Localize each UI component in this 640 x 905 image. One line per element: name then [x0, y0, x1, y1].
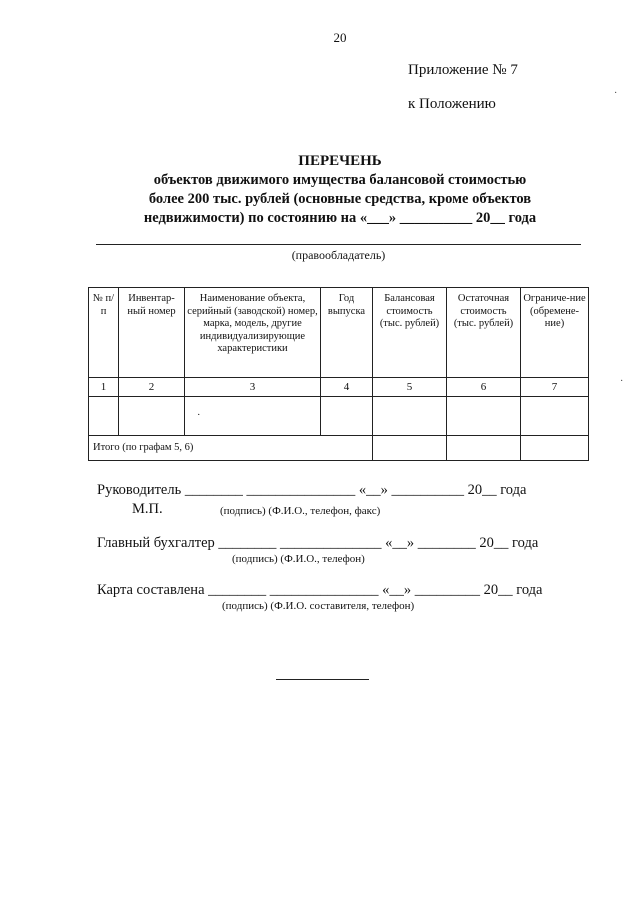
composer-signature-line[interactable]: Карта составлена ________ _______________ «__» _________ 20__ года [97, 582, 543, 598]
table-cell[interactable] [321, 397, 373, 436]
col-num-7: 7 [521, 378, 589, 397]
assets-table [88, 287, 589, 461]
table-row [89, 397, 589, 436]
header-balance-value: Балансовая стоимость (тыс. рублей) [373, 288, 447, 378]
table-cell[interactable] [89, 397, 119, 436]
title-line-3: более 200 тыс. рублей (основные средства, кроме объектов [148, 191, 532, 207]
total-residual-cell[interactable] [447, 436, 521, 461]
page-number: 20 [333, 30, 347, 45]
total-row [89, 436, 589, 461]
head-signature-line[interactable]: Руководитель ________ _______________ «__» __________ 20__ года [97, 482, 527, 498]
total-empty-cell [521, 436, 589, 461]
annex-number: Приложение № 7 [408, 62, 518, 78]
column-number-row [89, 378, 589, 397]
col-num-4: 4 [321, 378, 373, 397]
margin-mark-top: · [614, 88, 618, 99]
title-line-4: недвижимости) по состоянию на «___» __________ 20__ года [143, 210, 537, 226]
head-signature-caption: (подпись) (Ф.И.О., телефон, факс) [220, 505, 381, 517]
header-inventory-number: Инвентар-ный номер [119, 288, 185, 378]
accountant-signature-caption: (подпись) (Ф.И.О., телефон) [232, 553, 365, 565]
accountant-signature-line[interactable]: Главный бухгалтер ________ ______________ «__» ________ 20__ года [97, 535, 539, 551]
col-num-1: 1 [89, 378, 119, 397]
document-title [40, 152, 640, 228]
header-residual-value: Остаточная стоимость (тыс. рублей) [447, 288, 521, 378]
header-restriction: Ограниче-ние (обремене-ние) [521, 288, 589, 378]
table-cell[interactable] [185, 397, 321, 436]
end-rule [276, 679, 369, 680]
stamp-label: М.П. [132, 501, 163, 517]
title-heading: ПЕРЕЧЕНЬ [298, 153, 382, 169]
header-object-name: Наименование объекта, серийный (заводской) номер, марка, модель, другие индивидуализирующие характеристики [185, 288, 321, 378]
table-cell[interactable] [447, 397, 521, 436]
total-label: Итого (по графам 5, 6) [89, 436, 373, 461]
table-header-row [89, 288, 589, 378]
col-num-5: 5 [373, 378, 447, 397]
header-year: Год выпуска [321, 288, 373, 378]
composer-signature-caption: (подпись) (Ф.И.О. составителя, телефон) [222, 600, 415, 612]
table-cell[interactable] [119, 397, 185, 436]
margin-mark-bottom: · [620, 376, 624, 387]
annex-reference: к Положению [408, 96, 496, 112]
title-line-2: объектов движимого имущества балансовой стоимостью [153, 172, 527, 188]
table-cell[interactable] [521, 397, 589, 436]
empty-row-mark: · [197, 409, 201, 421]
total-balance-cell[interactable] [373, 436, 447, 461]
owner-caption: (правообладатель) [291, 248, 386, 262]
col-num-6: 6 [447, 378, 521, 397]
col-num-2: 2 [119, 378, 185, 397]
header-number: № п/п [89, 288, 119, 378]
col-num-3: 3 [185, 378, 321, 397]
owner-line[interactable] [96, 244, 581, 245]
table-cell[interactable] [373, 397, 447, 436]
